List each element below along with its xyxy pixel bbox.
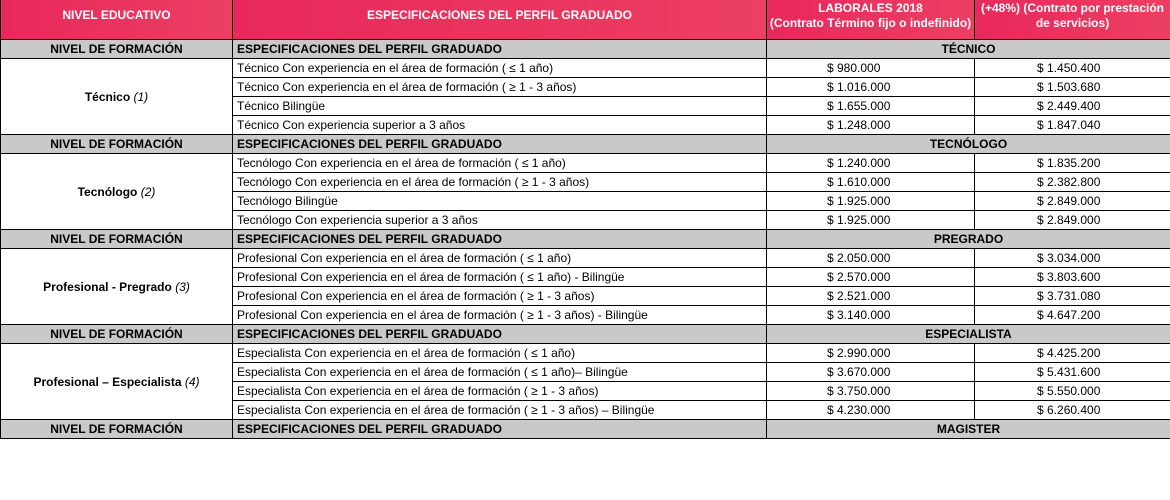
salary-fixed-cell: $ 1.610.000 <box>767 173 975 192</box>
section-label-level: ESPECIALISTA <box>767 325 1170 344</box>
salary-services-cell: $ 2.382.800 <box>975 173 1170 192</box>
spec-cell: Profesional Con experiencia en el área de formación ( ≤ 1 año) - Bilingüe <box>233 268 767 287</box>
spec-cell: Especialista Con experiencia en el área de formación ( ≥ 1 - 3 años) <box>233 382 767 401</box>
spec-cell: Especialista Con experiencia en el área de formación ( ≥ 1 - 3 años) – Bilingüe <box>233 401 767 420</box>
salary-fixed-cell: $ 3.140.000 <box>767 306 975 325</box>
spec-cell: Tecnólogo Bilingüe <box>233 192 767 211</box>
spec-cell: Técnico Con experiencia superior a 3 años <box>233 116 767 135</box>
header-contrato-fijo: LABORALES 2018 (Contrato Término fijo o indefinido) <box>767 0 975 40</box>
section-label-nivel: NIVEL DE FORMACIÓN <box>1 230 233 249</box>
header-nivel-educativo: NIVEL EDUCATIVO <box>1 0 233 40</box>
salary-fixed-cell: $ 2.521.000 <box>767 287 975 306</box>
level-name-cell <box>1 344 233 420</box>
header-prestacion-servicios: (+48%) (Contrato por prestación de servicios) <box>975 0 1170 40</box>
spec-cell: Especialista Con experiencia en el área de formación ( ≤ 1 año) <box>233 344 767 363</box>
salary-fixed-cell: $ 1.925.000 <box>767 192 975 211</box>
level-name-cell <box>1 154 233 230</box>
salary-fixed-cell: $ 1.925.000 <box>767 211 975 230</box>
salary-fixed-cell: $ 3.750.000 <box>767 382 975 401</box>
spec-cell: Tecnólogo Con experiencia superior a 3 años <box>233 211 767 230</box>
salary-services-cell: $ 2.849.000 <box>975 211 1170 230</box>
level-number: (4) <box>184 374 200 389</box>
salary-fixed-cell: $ 4.230.000 <box>767 401 975 420</box>
salary-services-cell: $ 2.449.400 <box>975 97 1170 116</box>
section-header-row <box>1 230 1170 249</box>
section-label-especificaciones: ESPECIFICACIONES DEL PERFIL GRADUADO <box>233 325 767 344</box>
spec-cell: Profesional Con experiencia en el área de formación ( ≤ 1 año) <box>233 249 767 268</box>
level-name: Profesional - Pregrado <box>43 279 172 294</box>
salary-services-cell: $ 5.431.600 <box>975 363 1170 382</box>
level-name: Tecnólogo <box>77 184 138 199</box>
salary-services-cell: $ 2.849.000 <box>975 192 1170 211</box>
section-label-level: MAGISTER <box>767 420 1170 439</box>
salary-fixed-cell: $ 2.050.000 <box>767 249 975 268</box>
section-label-level: TECNÓLOGO <box>767 135 1170 154</box>
section-header-row <box>1 135 1170 154</box>
table-row <box>1 154 1170 173</box>
section-header-row <box>1 420 1170 439</box>
salary-fixed-cell: $ 2.990.000 <box>767 344 975 363</box>
section-label-especificaciones: ESPECIFICACIONES DEL PERFIL GRADUADO <box>233 40 767 59</box>
section-label-nivel: NIVEL DE FORMACIÓN <box>1 40 233 59</box>
salary-services-cell: $ 4.425.200 <box>975 344 1170 363</box>
spec-cell: Tecnólogo Con experiencia en el área de formación ( ≥ 1 - 3 años) <box>233 173 767 192</box>
spec-cell: Profesional Con experiencia en el área de formación ( ≥ 1 - 3 años) - Bilingüe <box>233 306 767 325</box>
level-number: (3) <box>175 279 190 294</box>
section-label-especificaciones: ESPECIFICACIONES DEL PERFIL GRADUADO <box>233 135 767 154</box>
salary-services-cell: $ 4.647.200 <box>975 306 1170 325</box>
salary-fixed-cell: $ 1.240.000 <box>767 154 975 173</box>
salary-services-cell: $ 3.731.080 <box>975 287 1170 306</box>
salary-fixed-cell: $ 1.655.000 <box>767 97 975 116</box>
salary-fixed-cell: $ 3.670.000 <box>767 363 975 382</box>
spec-cell: Tecnólogo Con experiencia en el área de formación ( ≤ 1 año) <box>233 154 767 173</box>
section-label-especificaciones: ESPECIFICACIONES DEL PERFIL GRADUADO <box>233 420 767 439</box>
spec-cell: Técnico Bilingüe <box>233 97 767 116</box>
spec-cell: Profesional Con experiencia en el área de formación ( ≥ 1 - 3 años) <box>233 287 767 306</box>
level-number: (1) <box>133 89 149 104</box>
salary-fixed-cell: $ 1.248.000 <box>767 116 975 135</box>
section-header-row <box>1 40 1170 59</box>
salary-services-cell: $ 1.847.040 <box>975 116 1170 135</box>
table-row <box>1 344 1170 363</box>
section-label-level: PREGRADO <box>767 230 1170 249</box>
salary-services-cell: $ 1.835.200 <box>975 154 1170 173</box>
salary-services-cell: $ 3.803.600 <box>975 268 1170 287</box>
spec-cell: Técnico Con experiencia en el área de formación ( ≤ 1 año) <box>233 59 767 78</box>
header-especificaciones: ESPECIFICACIONES DEL PERFIL GRADUADO <box>233 0 767 40</box>
level-name: Técnico <box>84 89 131 104</box>
level-name-cell <box>1 59 233 135</box>
salary-fixed-cell: $ 2.570.000 <box>767 268 975 287</box>
section-header-row <box>1 325 1170 344</box>
salary-services-cell: $ 5.550.000 <box>975 382 1170 401</box>
salary-fixed-cell: $ 980.000 <box>767 59 975 78</box>
section-label-nivel: NIVEL DE FORMACIÓN <box>1 325 233 344</box>
salary-fixed-cell: $ 1.016.000 <box>767 78 975 97</box>
level-name-cell <box>1 249 233 325</box>
salary-services-cell: $ 1.450.400 <box>975 59 1170 78</box>
spec-cell: Especialista Con experiencia en el área de formación ( ≤ 1 año)– Bilingüe <box>233 363 767 382</box>
level-name: Profesional – Especialista <box>33 374 182 389</box>
spec-cell: Técnico Con experiencia en el área de formación ( ≥ 1 - 3 años) <box>233 78 767 97</box>
salary-services-cell: $ 6.260.400 <box>975 401 1170 420</box>
salary-services-cell: $ 3.034.000 <box>975 249 1170 268</box>
table-row <box>1 249 1170 268</box>
section-label-nivel: NIVEL DE FORMACIÓN <box>1 135 233 154</box>
level-number: (2) <box>140 184 156 199</box>
section-label-especificaciones: ESPECIFICACIONES DEL PERFIL GRADUADO <box>233 230 767 249</box>
section-label-nivel: NIVEL DE FORMACIÓN <box>1 420 233 439</box>
salary-services-cell: $ 1.503.680 <box>975 78 1170 97</box>
section-label-level: TÉCNICO <box>767 40 1170 59</box>
table-row <box>1 59 1170 78</box>
